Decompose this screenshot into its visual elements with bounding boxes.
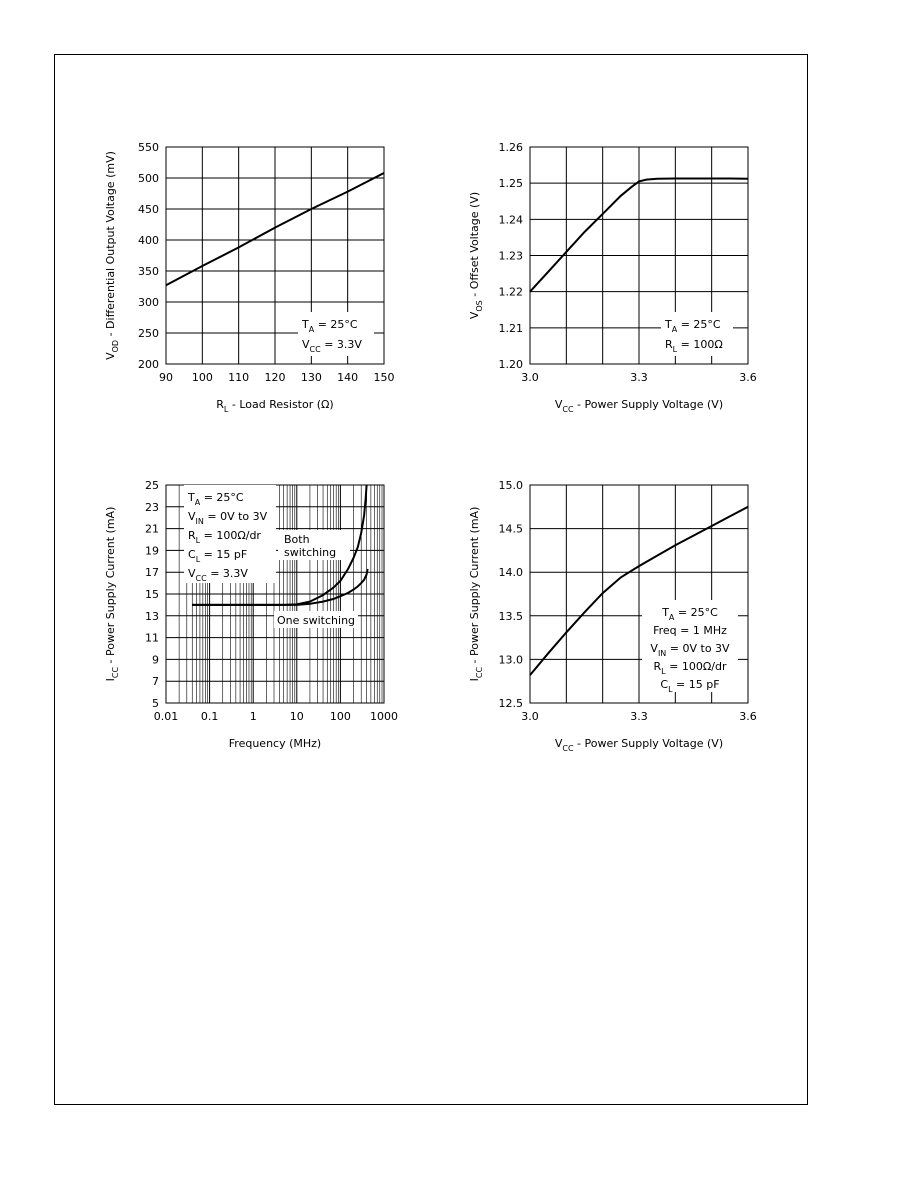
y-tick-label: 25 (145, 479, 159, 492)
x-tick-label: 3.0 (521, 710, 539, 723)
y-tick-label: 300 (138, 296, 159, 309)
x-tick-label: 10 (289, 710, 304, 723)
condition-label: $R_L = 100\Omega/dr$ (188, 529, 261, 545)
y-tick-label: 1.23 (498, 249, 523, 263)
y-tick-label: 7 (152, 675, 159, 689)
y-tick-label: 15.0 (498, 479, 523, 492)
condition-label: $V_{IN} = 0V$ to 3V (188, 510, 268, 526)
condition-label: $V_{CC} = 3.3V$ (302, 338, 362, 354)
y-axis-label: $I_{CC}$ - Power Supply Current (mA) (104, 506, 120, 682)
x-tick-label: 1 (249, 710, 257, 723)
condition-label: $R_L = 100\Omega/dr$ (653, 660, 727, 676)
y-tick-label: 14.0 (498, 566, 523, 580)
y-tick-label: 21 (145, 522, 159, 536)
x-tick-label: 0.01 (153, 710, 179, 723)
x-tick-label: 3.3 (630, 710, 648, 723)
condition-label: $T_A = 25^\circ C$ (188, 491, 244, 507)
chart-icc_vcc (468, 479, 757, 753)
x-tick-label: 0.1 (200, 710, 219, 723)
x-tick-label: 3.6 (739, 371, 757, 384)
y-tick-label: 14.5 (498, 522, 523, 536)
x-tick-label: 1000 (370, 710, 398, 723)
condition-label: $T_A = 25^\circ C$ (662, 606, 718, 622)
annotation-switching: switching (284, 546, 337, 559)
x-axis-label: Frequency (MHz) (228, 737, 322, 750)
annotation-both: Both (284, 533, 310, 546)
x-tick-label: 110 (228, 371, 250, 384)
y-axis-label: $I_{CC}$ - Power Supply Current (mA) (468, 506, 484, 682)
chart-vod (104, 141, 395, 414)
y-tick-label: 550 (138, 141, 159, 154)
x-tick-label: 130 (300, 371, 322, 384)
x-tick-label: 100 (191, 371, 213, 384)
y-tick-label: 5 (152, 697, 159, 710)
y-tick-label: 11 (145, 631, 159, 645)
y-tick-label: 1.24 (498, 213, 523, 227)
condition-label: $V_{CC} = 3.3V$ (188, 567, 248, 583)
x-tick-label: 140 (337, 371, 359, 384)
condition-label: Freq = 1 MHz (653, 624, 727, 637)
condition-label: $R_L = 100\Omega$ (665, 338, 723, 354)
condition-label: $V_{IN} = 0V$ to 3V (650, 642, 730, 658)
y-tick-label: 1.21 (498, 321, 523, 335)
condition-label: $C_L = 15$ pF (188, 548, 248, 564)
x-tick-label: 150 (373, 371, 395, 384)
x-tick-label: 120 (264, 371, 286, 384)
y-tick-label: 1.20 (498, 358, 523, 371)
y-tick-label: 23 (145, 500, 159, 514)
x-tick-label: 100 (329, 710, 351, 723)
x-tick-label: 3.0 (521, 371, 539, 384)
y-tick-label: 250 (138, 327, 159, 340)
y-tick-label: 400 (138, 234, 159, 247)
x-tick-label: 3.6 (739, 710, 757, 723)
x-tick-label: 90 (159, 371, 173, 384)
x-axis-label: $R_L$ - Load Resistor (Ω) (216, 398, 334, 414)
y-tick-label: 12.5 (498, 697, 523, 710)
annotation-one-switching: One switching (277, 614, 356, 627)
y-tick-label: 450 (138, 203, 159, 216)
x-axis-label: $V_{CC}$ - Power Supply Voltage (V) (554, 737, 724, 753)
y-tick-label: 13 (145, 609, 159, 623)
y-tick-label: 350 (138, 265, 159, 278)
chart-icc_freq (104, 479, 398, 750)
y-tick-label: 200 (138, 358, 159, 371)
y-tick-label: 1.22 (498, 285, 523, 299)
condition-label: $T_A = 25^\circ C$ (665, 318, 721, 334)
y-tick-label: 1.25 (498, 177, 523, 191)
y-axis-label: $V_{OS}$ - Offset Voltage (V) (468, 191, 484, 320)
y-tick-label: 13.0 (498, 653, 523, 667)
condition-label: $C_L = 15$ pF (660, 678, 720, 694)
x-tick-label: 3.3 (630, 371, 648, 384)
y-tick-label: 19 (145, 544, 159, 558)
chart-vos (468, 141, 757, 414)
y-tick-label: 1.26 (498, 141, 523, 154)
condition-label: $T_A = 25^\circ C$ (302, 318, 358, 334)
y-axis-label: $V_{OD}$ - Differential Output Voltage (mV) (104, 151, 120, 360)
x-axis-label: $V_{CC}$ - Power Supply Voltage (V) (554, 398, 724, 414)
y-tick-label: 13.5 (498, 609, 523, 623)
y-tick-label: 9 (152, 653, 159, 667)
y-tick-label: 500 (138, 172, 159, 185)
y-tick-label: 17 (145, 566, 159, 580)
y-tick-label: 15 (145, 588, 159, 601)
